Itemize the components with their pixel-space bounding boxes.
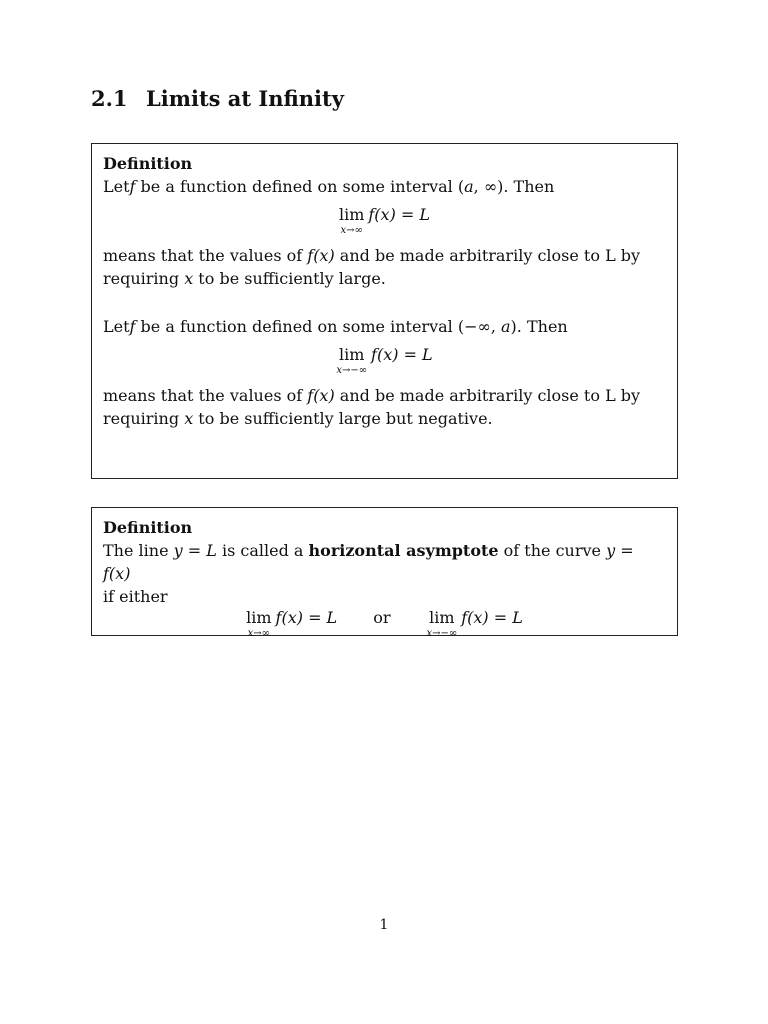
limit-op-text: lim <box>338 205 365 224</box>
limit-subscript: x→−∞ <box>336 365 368 376</box>
interval-text: , ∞ <box>473 177 498 196</box>
intro-text: ). Then <box>497 177 555 196</box>
meaning-text: to be sufficiently large but negative. <box>193 409 493 428</box>
meaning-text: and be made arbitrarily close to L by <box>334 386 641 405</box>
body-text: if either <box>103 587 168 606</box>
intro-text: Let <box>103 177 130 196</box>
definition-meaning-positive <box>103 244 666 290</box>
math-expression: y = f(x) <box>103 541 634 583</box>
limit-subscript: x→∞ <box>247 628 271 639</box>
math-variable: a <box>464 177 474 196</box>
limit-expression <box>371 347 433 363</box>
intro-text: be a function defined on some interval (−∞, <box>135 317 501 336</box>
section-number: 2.1 <box>91 86 128 111</box>
meaning-text: requiring <box>103 269 185 288</box>
math-variable: f <box>129 177 136 196</box>
section-heading <box>91 86 344 111</box>
definition-title: Definition <box>103 518 193 537</box>
definition-box-horizontal-asymptote <box>91 507 678 639</box>
math-expression: y = L <box>173 541 217 560</box>
page-number: 1 <box>379 917 389 933</box>
limit-operator <box>336 347 367 376</box>
intro-text: Let <box>103 317 130 336</box>
math-variable: f <box>129 317 136 336</box>
key-term: horizontal asymptote <box>308 541 499 560</box>
definition-title: Definition <box>103 154 193 173</box>
math-variable: f <box>371 345 377 364</box>
definition-meaning-negative <box>103 384 666 430</box>
math-expression: (x) = L <box>374 205 431 224</box>
math-variable: a <box>501 317 511 336</box>
limit-subscript: x→−∞ <box>426 628 458 639</box>
limit-expression <box>368 207 430 223</box>
math-variable: f <box>368 205 375 224</box>
limit-op-text: lim <box>338 345 365 364</box>
definition-intro-negative <box>103 315 666 338</box>
math-expression: f(x) <box>307 246 335 265</box>
definition-intro-positive <box>103 175 666 198</box>
meaning-text: and be made arbitrarily close to L by <box>334 246 641 265</box>
body-text: of the curve <box>498 541 607 560</box>
limit-equation-negative <box>103 347 666 376</box>
math-variable: x <box>184 409 194 428</box>
limit-operator <box>246 610 271 639</box>
definition-box-limits <box>91 143 678 479</box>
meaning-text: to be sufficiently large. <box>193 269 386 288</box>
paragraph-gap <box>103 290 666 315</box>
intro-text: ). Then <box>510 317 568 336</box>
section-title: Limits at Infinity <box>146 86 344 111</box>
math-variable: x <box>184 269 194 288</box>
limit-expression: f(x) = L <box>275 608 338 627</box>
intro-text: be a function defined on some interval ( <box>135 177 465 196</box>
asymptote-text <box>103 539 666 608</box>
limit-operator <box>339 207 364 236</box>
limit-subscript: x→∞ <box>340 225 363 236</box>
or-connector: or <box>373 608 391 627</box>
meaning-text: requiring <box>103 409 185 428</box>
math-expression: f(x) <box>307 386 335 405</box>
meaning-text: means that the values of <box>103 246 308 265</box>
asymptote-limit-equations <box>103 610 666 639</box>
limit-operator <box>426 610 457 639</box>
math-expression: (x) = L <box>376 345 433 364</box>
body-text: is called a <box>216 541 309 560</box>
limit-op-text: lim <box>429 608 455 627</box>
limit-expression: f(x) = L <box>461 608 523 627</box>
meaning-text: means that the values of <box>103 386 308 405</box>
limit-op-text: lim <box>246 608 272 627</box>
body-text: The line <box>103 541 174 560</box>
limit-equation-positive <box>103 207 666 236</box>
